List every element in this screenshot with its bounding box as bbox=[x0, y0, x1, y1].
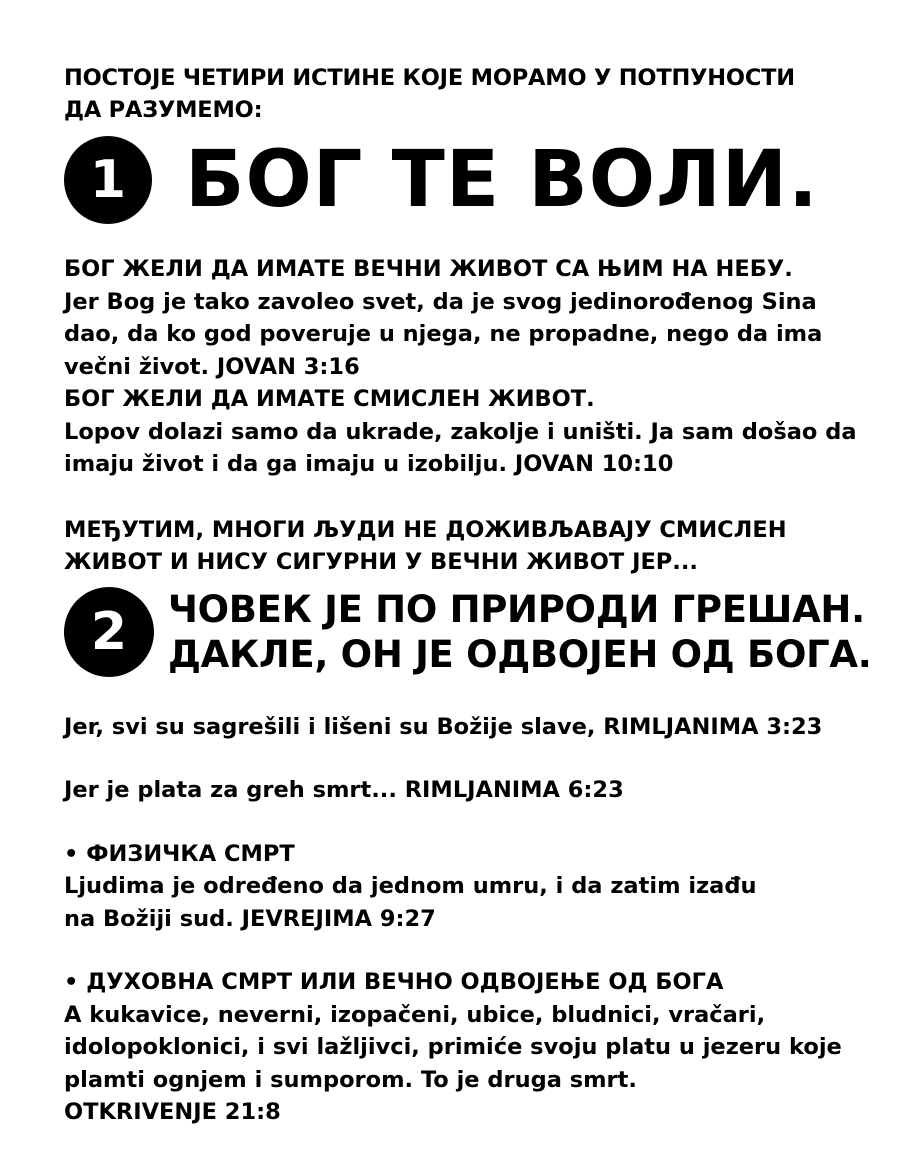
verse-line: Jer je plata za greh smrt... RIMLJANIMA 6:23 bbox=[64, 777, 624, 803]
intro-line-2: ДА РАЗУМЕМО: bbox=[64, 97, 263, 123]
verse-line: A kukavice, neverni, izopačeni, ubice, bludnici, vračari, bbox=[64, 1001, 766, 1028]
verse-line: Lopov dolazi samo da ukrade, zakolje i uništi. Ja sam došao da bbox=[64, 418, 857, 445]
truth-2-title bbox=[168, 587, 871, 677]
truth-2-title-line-1: ЧОВЕК ЈЕ ПО ПРИРОДИ ГРЕШАН. bbox=[168, 587, 865, 631]
intro-line-1: ПОСТОЈЕ ЧЕТИРИ ИСТИНЕ КОЈЕ МОРАМО У ПОТПУНОСТИ bbox=[64, 65, 795, 91]
verse-line: imaju život i da ga imaju u izobilju. JOVAN 10:10 bbox=[64, 451, 674, 477]
section-1-heading-b: БОГ ЖЕЛИ ДА ИМАТЕ СМИСЛЕН ЖИВОТ. bbox=[64, 386, 595, 412]
verse-romans-3-23 bbox=[64, 711, 864, 744]
verse-line: večni život. JOVAN 3:16 bbox=[64, 353, 360, 380]
intro-heading bbox=[64, 62, 864, 126]
tract-page bbox=[64, 62, 872, 1129]
verse-line: Jer Bog je tako zavoleo svet, da je svog jedinorođenog Sina bbox=[64, 288, 817, 315]
verse-line: dao, da ko god poveruje u njega, ne propadne, nego da ima bbox=[64, 321, 823, 347]
verse-line: na Božiji sud. JEVREJIMA 9:27 bbox=[64, 905, 436, 932]
physical-death-heading: • ФИЗИЧКА СМРТ bbox=[64, 840, 295, 867]
truth-1-heading bbox=[64, 135, 864, 225]
truth-1-title: БОГ ТЕ ВОЛИ. bbox=[185, 135, 819, 225]
verse-line: Jer, svi su sagrešili i lišeni su Božije slave, RIMLJANIMA 3:23 bbox=[64, 713, 823, 740]
verse-line: Ljudima je određeno da jednom umru, i da zatim izađu bbox=[64, 873, 757, 899]
spiritual-death-section bbox=[64, 966, 864, 1129]
truth-2-title-line-2: ДАКЛЕ, ОН ЈЕ ОДВОЈЕН ОД БОГА. bbox=[168, 632, 872, 676]
verse-line: idolopoklonici, i svi lažljivci, primiće svoju platu u jezeru koje bbox=[64, 1034, 842, 1060]
verse-romans-6-23 bbox=[64, 774, 864, 807]
number-1-badge: 1 bbox=[64, 136, 152, 224]
number-2-badge: 2 bbox=[64, 587, 154, 677]
section-1-heading-a: БОГ ЖЕЛИ ДА ИМАТЕ ВЕЧНИ ЖИВОТ СА ЊИМ НА НЕБУ. bbox=[64, 256, 793, 282]
transition-line-1: МЕЂУТИМ, МНОГИ ЉУДИ НЕ ДОЖИВЉАВАЈУ СМИСЛЕН bbox=[64, 516, 787, 543]
verse-line: plamti ognjem i sumporom. To je druga smrt. bbox=[64, 1066, 637, 1093]
physical-death-section bbox=[64, 838, 864, 936]
verse-line: OTKRIVENJE 21:8 bbox=[64, 1099, 281, 1125]
transition-text bbox=[64, 514, 864, 579]
spiritual-death-heading: • ДУХОВНА СМРТ ИЛИ ВЕЧНО ОДВОЈЕЊЕ ОД БОГА bbox=[64, 969, 724, 995]
section-1 bbox=[64, 253, 864, 481]
transition-line-2: ЖИВОТ И НИСУ СИГУРНИ У ВЕЧНИ ЖИВОТ ЈЕР... bbox=[64, 549, 698, 575]
truth-2-heading bbox=[64, 587, 872, 677]
